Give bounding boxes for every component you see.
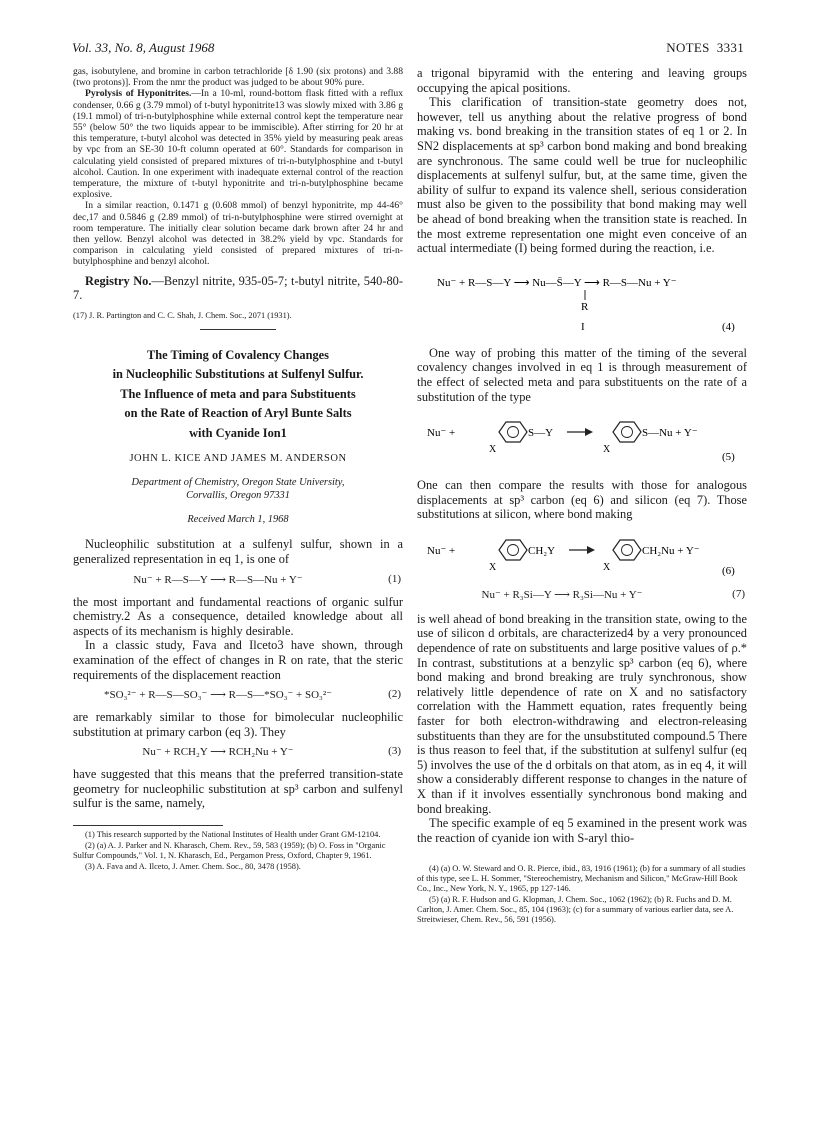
equation-4-text: Nu⁻ + R—S—Y ⟶ Nu—S̄—Y ⟶ R—S—Nu + Y⁻ <box>437 276 677 289</box>
equation-1-text: Nu⁻ + R—S—Y ⟶ R—S—Nu + Y⁻ <box>133 573 303 586</box>
equation-7 <box>417 588 747 604</box>
intro-paragraph-2c: have suggested that this means that the preferred transition-state geometry for nucleophilic substitution at sp³ carbon and sulfenyl sulfur is the same, namely, <box>73 767 403 811</box>
title-line-4: on the Rate of Reaction of Aryl Bunte Salts <box>124 406 352 421</box>
footnote-2: (2) (a) A. J. Parker and N. Kharasch, Chem. Rev., 59, 583 (1959); (b) O. Foss in "Organic Sulfur Compounds," Vol. 1, N. Kharasch, Ed., Pergamon Press, Oxford, Chapter 9, 1961. <box>73 841 386 861</box>
equation-5-x-right: X <box>603 444 611 456</box>
right-paragraph-3: One way of probing this matter of the timing of the several covalency changes involved in eq 1 is through measurement of the effect of selected meta and para substituents on the rate of a substitution of the type <box>417 345 747 404</box>
arrow-icon <box>567 428 593 436</box>
affiliation-line-2: Corvallis, Oregon 97331 <box>186 490 290 502</box>
received-date: Received March 1, 1968 <box>187 514 289 526</box>
equation-5-graphic <box>417 410 747 472</box>
intro-paragraph-2b: are remarkably similar to those for bimolecular nucleophilic substitution at primary carbon (eq 3). They <box>73 710 403 739</box>
title-line-1: The Timing of Covalency Changes <box>147 347 329 362</box>
affiliation-line-1: Department of Chemistry, Oregon State University, <box>131 477 345 489</box>
affiliation <box>73 476 403 502</box>
equation-6 <box>417 528 747 582</box>
pyrolysis-paragraph <box>73 88 403 200</box>
benzene-ring-icon <box>499 422 527 442</box>
article-title <box>73 346 403 444</box>
experimental-continuation: gas, isobutylene, and bromine in carbon tetrachloride [δ 1.90 (six protons) and 3.88 (two protons)]. From the nmr the product was judged to be about 90% pure. <box>73 66 403 89</box>
equation-5-x-left: X <box>489 444 497 456</box>
right-paragraph-2: This clarification of transition-state geometry does not, however, tell us anything about the relative progress of bond making vs. bond breaking in the transition states of eq 1 or 2. In SN2 displacements at sp³ carbon bond making and bond breaking are synchronous. The same could well be true for nucleophilic displacements at sulfenyl sulfur, but, at the same time, given the ability of sulfur to expand its valence shell, serious consideration must also be given to the possibility that bond making may well be ahead of bond breaking when the transition state is reached. In the most extreme representation one might even conceive of an actual intermediate (I) being formed during the reaction, i.e. <box>417 95 747 256</box>
equation-4-number: (4) <box>722 320 735 333</box>
arrow-icon <box>569 546 595 554</box>
registry-heading: Registry No. <box>85 273 152 288</box>
equation-6-x-left: X <box>489 561 497 573</box>
equation-4-label: I <box>581 320 585 333</box>
header-right <box>666 40 744 56</box>
equation-6-ch2nu: CH₂Nu + Y⁻ <box>642 544 700 557</box>
equation-3-number: (3) <box>388 745 401 758</box>
registry-text: —Benzyl nitrite, 935-05-7; t-butyl nitrite, 540-80-7. <box>73 273 403 303</box>
title-line-5: with Cyanide Ion1 <box>189 425 287 440</box>
equation-4-r: R <box>581 300 589 313</box>
pyrolysis-text: —In a 10-ml, round-bottom flask fitted with a reflux condenser, 0.66 g (3.79 mmol) of t-butyl hyponitrite13 was slowly mixed with 3.86 g (19.1 mmol) of tri-n-butylphosphine while external control kept the temperature near 55° (below 50° the two liquids appear to be immiscible). After stirring for 20 hr at this temperature, t-butyl alcohol was detected in 35% yield by measuring peak areas by vpc from an SE-30 10-ft column operated at 60°. Standards for comparison in calculating yield consisted of prepared mixtures of tri-n-butylphosphine and t-butyl alcohol. Caution. In one experiment with inadequate external control of the reaction temperature, the mixture of t-butyl hyponitrite and tri-n-butylphosphine became explosive. <box>73 88 403 201</box>
equation-2-text: *SO₃²⁻ + R—S—SO₃⁻ ⟶ R—S—*SO₃⁻ + SO₃²⁻ <box>104 689 332 702</box>
equation-5-sy: S—Y <box>528 427 554 440</box>
footnote-rule <box>73 825 223 826</box>
pyrolysis-heading: Pyrolysis of Hyponitrites. <box>85 88 192 100</box>
equation-6-number: (6) <box>722 564 735 577</box>
equation-3-text: Nu⁻ + RCH₂Y ⟶ RCH₂Nu + Y⁻ <box>142 746 294 759</box>
equation-2 <box>73 688 403 704</box>
footnote-1: (1) This research supported by the National Institutes of Health under Grant GM-12104. <box>85 830 381 840</box>
equation-5 <box>417 410 747 472</box>
right-paragraph-5: is well ahead of bond breaking in the transition state, owing to the use of silicon d orbitals, are characterized4 by a very pronounced dependence of rate on substituents and large positive values of ρ.* In contrast, substitutions at a benzylic sp³ carbon (eq 6), where bond making and brond breaking are truly synchronous, show relatively little dependence of rate on X and no satisfactory correlation with the Hammett equation, rates frequently being faster for both electron-withdrawing and electron-releasing substituents than they are for the unsubstituted compound.5 There is thus reason to feel that, if the substitution at sulfenyl sulfur (eq 5) involves the use of the d orbitals on that atom, as in eq 4, it will show a considerably different response to changes in the nature of X than if it involves essentially synchronous bond making and bond breaking. <box>417 611 747 816</box>
right-paragraph-4: One can then compare the results with those for analogous displacements at sp³ carbon (eq 6) and silicon (eq 7). Those substitutions at silicon, where bond making <box>417 478 747 522</box>
benzene-ring-icon <box>613 422 641 442</box>
equation-4-graphic <box>417 262 747 340</box>
equation-1 <box>73 573 403 589</box>
right-paragraph-1: a trigonal bipyramid with the entering and leaving groups occupying the apical positions. <box>417 66 747 95</box>
footnote-17: (17) J. R. Partington and C. C. Shah, J. Chem. Soc., 2071 (1931). <box>73 310 292 320</box>
intro-paragraph-1: Nucleophilic substitution at a sulfenyl sulfur, shown in a generalized representation in eq 1, is one of <box>73 537 403 566</box>
footnote-5: (5) (a) R. F. Hudson and G. Klopman, J. Chem. Soc., 1062 (1962); (b) R. Fuchs and D. M. Carlton, J. Amer. Chem. Soc., 85, 104 (1963); (c) for a summary of various earlier data, see A. Streitwieser, Chem. Rev., 56, 591 (1956). <box>417 895 734 925</box>
equation-5-nu: Nu⁻ + <box>427 427 456 440</box>
equation-5-number: (5) <box>722 451 735 464</box>
page-header <box>72 40 744 58</box>
equation-2-number: (2) <box>388 688 401 701</box>
equation-4 <box>417 262 747 340</box>
similar-reaction-paragraph: In a similar reaction, 0.1471 g (0.608 mmol) of benzyl hyponitrite, mp 44-46° dec,17 and 0.5846 g (2.89 mmol) of tri-n-butylphosphine were stirred overnight at room temperature. The initially clear solution became dark brown after 24 hr and then yellow. Benzyl alcohol was detected in 38.2% yield by vpc. Standards for comparison in calculating yield consisted of prepared mixtures of tri-n-butylphosphine and benzyl alcohol. <box>73 200 403 268</box>
equation-3 <box>73 745 403 761</box>
left-column <box>73 66 403 873</box>
registry-paragraph <box>73 274 403 303</box>
equation-7-number: (7) <box>732 587 745 600</box>
title-line-3: The Influence of meta and para Substituents <box>120 386 356 401</box>
section-divider <box>200 329 276 330</box>
equation-6-ch2y: CH₂Y <box>528 544 556 557</box>
equation-6-nu: Nu⁻ + <box>427 544 456 557</box>
equation-6-x-right: X <box>603 561 611 573</box>
equation-1-number: (1) <box>388 572 401 585</box>
journal-issue: Vol. 33, No. 8, August 1968 <box>72 40 215 55</box>
intro-paragraph-1b: the most important and fundamental reactions of organic sulfur chemistry.2 As a consequence, detailed knowledge about all aspects of its mechanism is highly desirable. <box>73 594 403 638</box>
authors: JOHN L. KICE AND JAMES M. ANDERSON <box>129 453 347 465</box>
intro-paragraph-2: In a classic study, Fava and Ilceto3 have shown, through examination of the effect of changes in R on rate, that the steric requirements of the displacement reaction <box>73 638 403 682</box>
benzene-ring-icon <box>499 540 527 560</box>
section-label: NOTES <box>666 40 710 55</box>
equation-6-graphic <box>417 528 747 582</box>
title-line-2: in Nucleophilic Substitutions at Sulfenyl Sulfur. <box>112 367 364 382</box>
footnote-4: (4) (a) O. W. Steward and O. R. Pierce, ibid., 83, 1916 (1961); (b) for a summary of all studies of this type, see L. H. Sommer, "Stereochemistry, Mechanism and Silicon," McGraw-Hill Book Co., Inc., New York, N. Y., 1965, pp 127-146. <box>417 864 746 894</box>
equation-7-text: Nu⁻ + R₃Si—Y ⟶ R₃Si—Nu + Y⁻ <box>481 588 643 601</box>
right-paragraph-6: The specific example of eq 5 examined in the present work was the reaction of cyanide ion with S-aryl thio- <box>417 816 747 845</box>
footnote-3: (3) A. Fava and A. Ilceto, J. Amer. Chem. Soc., 80, 3478 (1958). <box>85 862 301 872</box>
page-number: 3331 <box>716 40 744 55</box>
right-column <box>417 66 747 926</box>
benzene-ring-icon <box>613 540 641 560</box>
equation-5-snu: S—Nu + Y⁻ <box>642 427 698 440</box>
